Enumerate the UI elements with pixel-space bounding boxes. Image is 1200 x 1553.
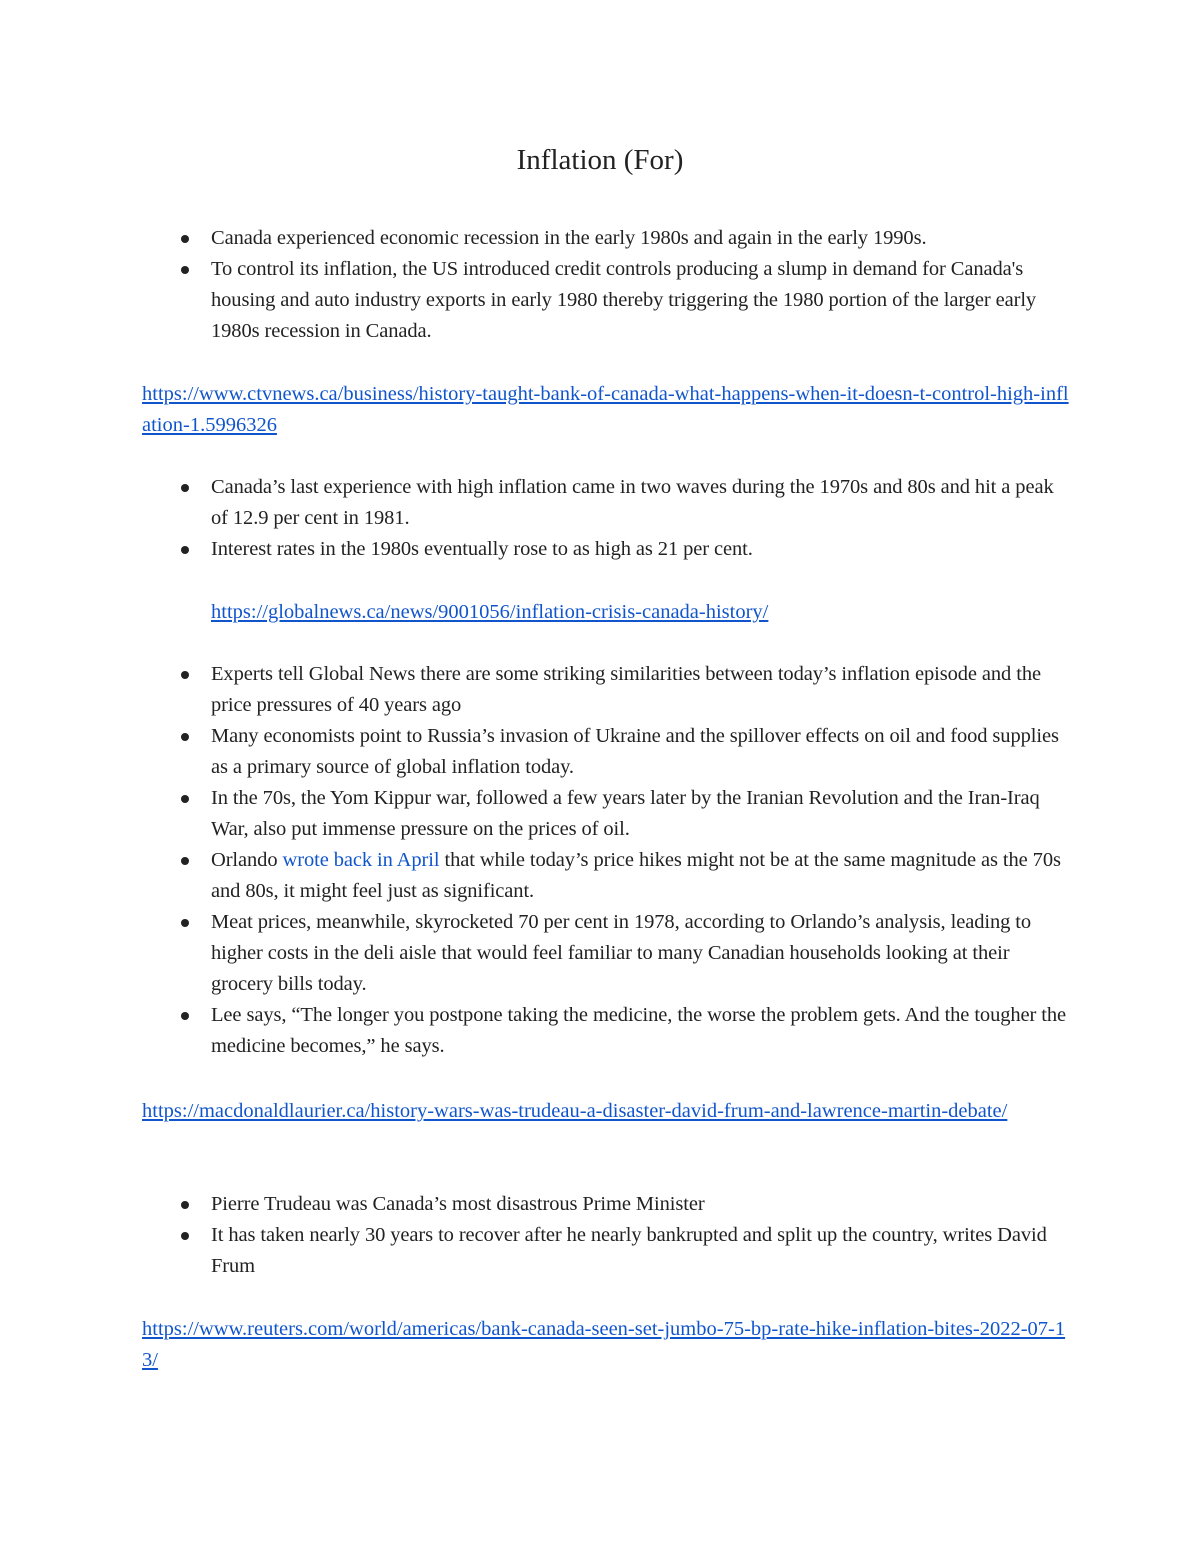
bullet-dot [181, 266, 189, 274]
bullet-list-4 [142, 1189, 1072, 1282]
bullet-dot [181, 235, 189, 243]
bullet-list-2 [142, 472, 1072, 565]
bullet-dot [181, 857, 189, 865]
list-item: Pierre Trudeau was Canada’s most disastrous Prime Minister [142, 1189, 1072, 1220]
list-item: Lee says, “The longer you postpone taking the medicine, the worse the problem gets. And the tougher the medicine becomes,” he says. [142, 1000, 1072, 1062]
bullet-list-3 [142, 659, 1072, 1062]
wrote-back-in-april-link[interactable]: wrote back in April [282, 849, 440, 871]
bullet-dot [181, 733, 189, 741]
list-item: Interest rates in the 1980s eventually rose to as high as 21 per cent. [142, 534, 1072, 565]
list-item: Experts tell Global News there are some striking similarities between today’s inflation episode and the price pressures of 40 years ago [142, 659, 1072, 721]
list-item: In the 70s, the Yom Kippur war, followed a few years later by the Iranian Revolution and the Iran-Iraq War, also put immense pressure on the prices of oil. [142, 783, 1072, 845]
bullet-dot [181, 484, 189, 492]
list-item: It has taken nearly 30 years to recover after he nearly bankrupted and split up the country, writes David Frum [142, 1220, 1072, 1282]
list-item: Canada’s last experience with high inflation came in two waves during the 1970s and 80s and hit a peak of 12.9 per cent in 1981. [142, 472, 1072, 534]
bullet-dot [181, 1012, 189, 1020]
list-item: Meat prices, meanwhile, skyrocketed 70 per cent in 1978, according to Orlando’s analysis, leading to higher costs in the deli aisle that would feel familiar to many Canadian households looking at their grocery bills today. [142, 907, 1072, 1000]
bullet-dot [181, 1232, 189, 1240]
source-link-globalnews[interactable]: https://globalnews.ca/news/9001056/inflation-crisis-canada-history/ [211, 601, 769, 623]
list-item: Many economists point to Russia’s invasion of Ukraine and the spillover effects on oil and food supplies as a primary source of global inflation today. [142, 721, 1072, 783]
source-link-reuters[interactable]: https://www.reuters.com/world/americas/bank-canada-seen-set-jumbo-75-bp-rate-hike-inflation-bites-2022-07-13/ [142, 1318, 1066, 1371]
source-link-ctvnews[interactable]: https://www.ctvnews.ca/business/history-taught-bank-of-canada-what-happens-when-it-doesn-t-control-high-inflation-1.5996326 [142, 383, 1069, 436]
bullet-dot [181, 795, 189, 803]
bullet-list-1 [142, 223, 1072, 347]
list-item: Orlando wrote back in April that while today’s price hikes might not be at the same magnitude as the 70s and 80s, it might feel just as significant. [142, 845, 1072, 907]
bullet-dot [181, 1201, 189, 1209]
bullet-dot [181, 919, 189, 927]
document-title: Inflation (For) [516, 144, 684, 176]
list-item: Canada experienced economic recession in the early 1980s and again in the early 1990s. [142, 223, 1072, 254]
bullet-dot [181, 546, 189, 554]
bullet-dot [181, 671, 189, 679]
source-link-macdonaldlaurier[interactable]: https://macdonaldlaurier.ca/history-wars-was-trudeau-a-disaster-david-frum-and-lawrence-martin-debate/ [142, 1100, 1008, 1122]
list-item: To control its inflation, the US introduced credit controls producing a slump in demand for Canada's housing and auto industry exports in early 1980 thereby triggering the 1980 portion of the larger early 1980s recession in Canada. [142, 254, 1072, 347]
